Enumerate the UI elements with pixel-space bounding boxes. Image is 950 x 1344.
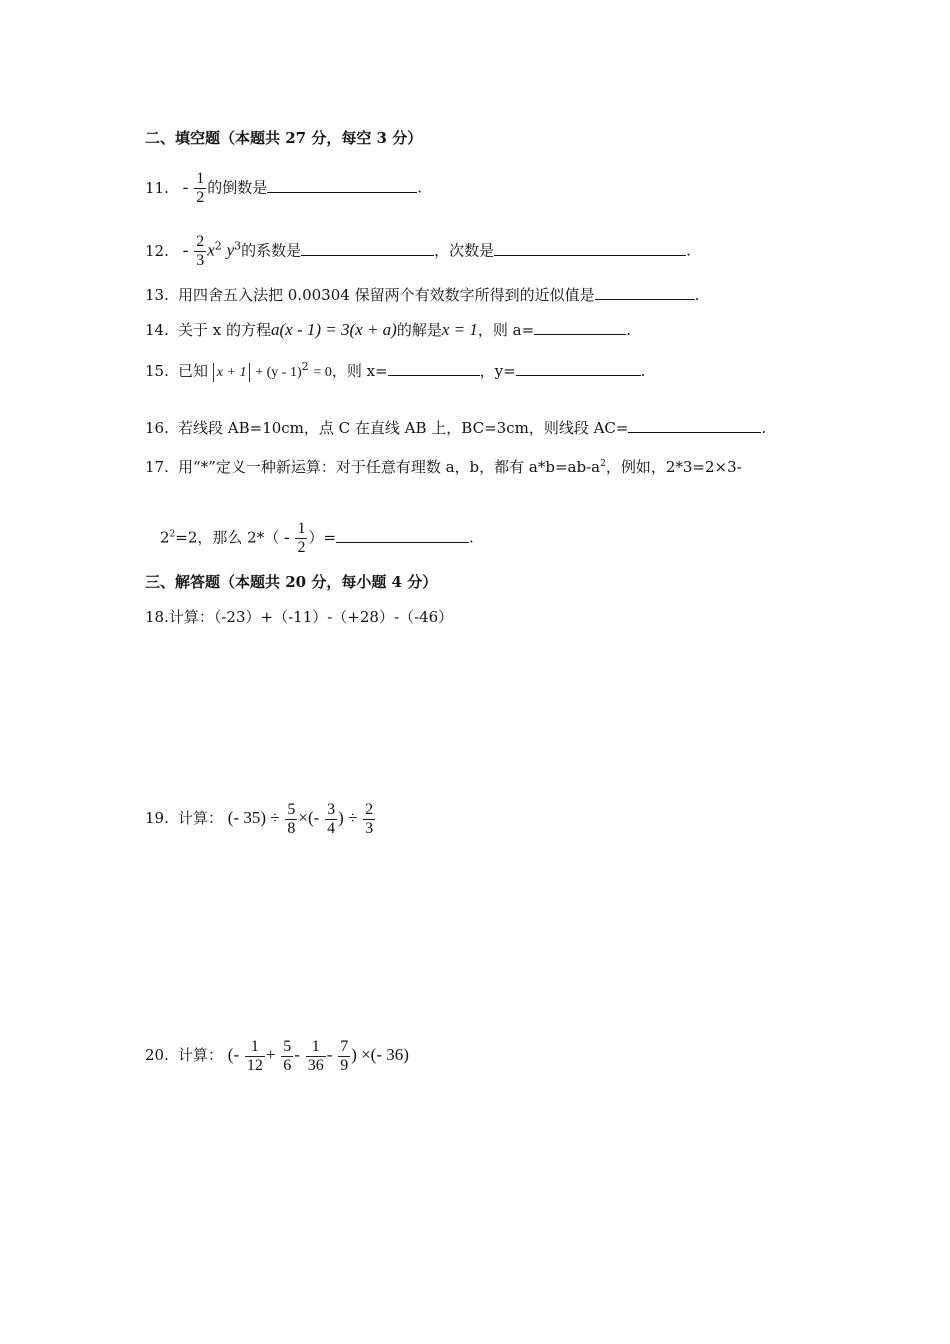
question-17-line-2 [160,520,474,557]
expression-part: ) ×(- 36) [351,1045,409,1064]
expression-part: ×(- [298,808,320,827]
numerator: 1 [297,520,306,537]
question-label: 计算： [178,809,224,827]
exponent: 2 [301,360,309,373]
question-text: 已知 [178,362,209,380]
question-13 [145,285,699,305]
question-15 [145,357,645,383]
question-text-2: 的解是 [396,321,442,339]
denominator: 9 [340,1056,349,1074]
period: . [686,241,691,260]
question-text: 用四舍五入法把 0.00304 保留两个有效数字所得到的近似值是 [178,286,595,304]
expression-part: (- [227,1045,240,1064]
numerator: 1 [196,170,205,187]
expression-part: - [326,1045,333,1064]
absolute-value [213,363,251,382]
question-12 [145,233,691,270]
denominator: 8 [287,819,296,837]
question-number: 13. [145,286,169,304]
equals-zero: = 0 [313,365,332,380]
numerator: 5 [287,800,296,818]
question-number: 19. [145,809,169,827]
numerator: 5 [283,1037,292,1055]
numerator: 1 [245,1038,265,1057]
expression-part: + [265,1045,276,1064]
answer-blank[interactable] [267,178,417,193]
question-text-3: ，y= [479,362,516,380]
question-text-2: ，则 x= [331,362,388,380]
equation: a(x - 1) = 3(x + a) [271,320,397,339]
numerator: 3 [327,800,336,818]
fraction-one-half [194,170,206,207]
exponent-y: 3 [234,239,242,253]
exponent: 2 [169,529,176,540]
question-text: 用“*”定义一种新运算：对于任意有理数 a，b，都有 a*b=ab-a [178,458,601,476]
question-number: 18. [145,608,169,626]
question-text: 计算：（-23）+（-11）-（+28）-（-46） [168,608,454,626]
abs-expression: x + 1 [216,365,247,380]
question-number: 17. [145,458,169,476]
question-number: 11. [145,178,169,197]
numerator: 2 [196,233,205,250]
exponent-x: 2 [214,239,222,253]
question-text: 的系数是 [241,241,302,260]
fraction-7-9 [338,1038,350,1075]
minus-sign: - [182,240,189,260]
period: . [761,419,767,437]
period: . [469,528,474,547]
question-text: 若线段 AB=10cm，点 C 在直线 AB 上，BC=3cm，则线段 AC= [178,419,629,437]
question-17-line-1 [145,454,742,477]
numerator: 2 [365,800,374,818]
answer-blank[interactable] [336,528,469,543]
question-18 [145,607,453,627]
question-19 [145,800,376,838]
denominator: 12 [246,1056,263,1074]
answer-blank-x[interactable] [388,361,480,376]
section-heading-solve: 三、解答题（本题共 20 分，每小题 4 分） [145,573,438,591]
variable-x: x [207,240,215,260]
squared-term: + (y - 1) [255,365,302,380]
question-text-2: =2，那么 2*（ [175,528,280,547]
question-text-3: ）= [308,528,337,547]
period: . [694,286,700,304]
fraction-3-4 [325,801,337,838]
fraction-1-36 [306,1038,326,1075]
question-11 [145,170,422,207]
question-text-2: ，次数是 [434,241,495,260]
question-16 [145,418,766,438]
expression-part: (- 35) ÷ [227,808,280,827]
answer-blank[interactable] [534,320,626,335]
question-number: 12. [145,241,169,260]
period: . [417,178,423,197]
question-20 [145,1037,409,1075]
variable-y: y [226,240,235,260]
denominator: 36 [307,1056,324,1074]
numerator: 1 [306,1038,326,1057]
fraction-two-thirds [194,233,206,270]
question-text-3: ，则 a= [477,321,535,339]
fraction-one-half [295,520,307,557]
question-number: 20. [145,1046,169,1064]
denominator: 2 [196,189,205,206]
question-number: 14. [145,321,169,339]
answer-blank[interactable] [628,418,761,433]
answer-blank-degree[interactable] [494,241,686,256]
minus-sign: - [182,177,189,197]
question-number: 16. [145,419,169,437]
question-14 [145,320,631,340]
period: . [640,362,646,380]
expression-part: - [294,1045,300,1064]
section-heading-fill-blank: 二、填空题（本题共 27 分，每空 3 分） [145,129,423,147]
period: . [626,321,631,339]
answer-blank-coefficient[interactable] [301,241,434,256]
minus-sign: - [284,527,290,547]
question-text: 的倒数是 [207,178,268,197]
fraction-2-3 [363,801,375,838]
question-text: 关于 x 的方程 [178,321,271,339]
fraction-5-6 [281,1038,293,1075]
question-label: 计算： [178,1046,224,1064]
denominator: 2 [297,539,306,556]
denominator: 3 [196,252,205,269]
answer-blank[interactable] [595,285,695,300]
base-number: 2 [160,528,170,547]
denominator: 4 [327,819,336,837]
numerator: 7 [340,1037,349,1055]
exponent: 2 [600,459,606,469]
denominator: 6 [283,1056,292,1074]
fraction-5-8 [285,801,297,838]
fraction-1-12 [245,1038,265,1075]
denominator: 3 [365,819,374,837]
expression-part: ) ÷ [338,808,358,827]
question-number: 15. [145,362,169,380]
answer-blank-y[interactable] [516,361,641,376]
question-text-example: ，例如，2*3=2×3- [605,458,742,476]
solution: x = 1 [441,320,478,339]
